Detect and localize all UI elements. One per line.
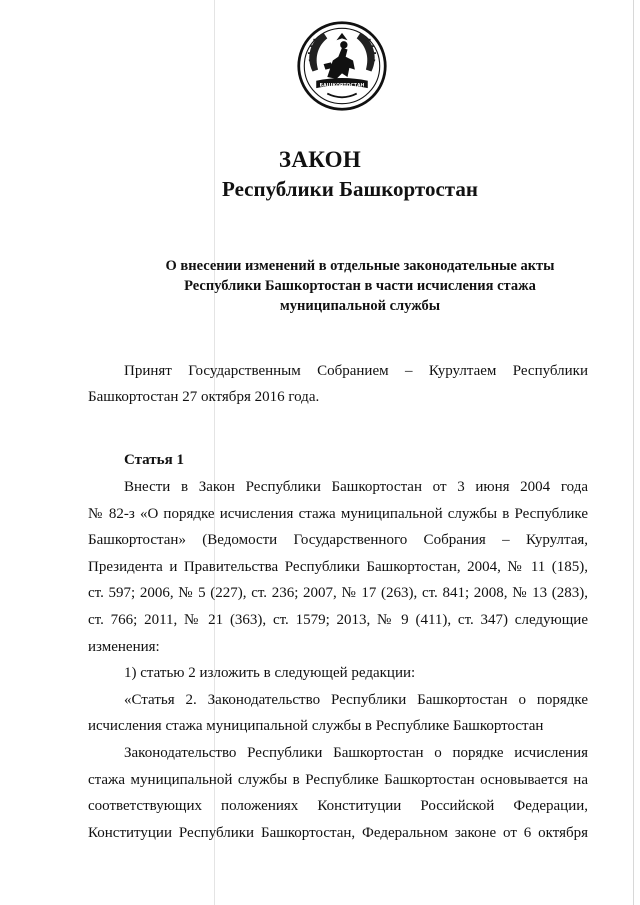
article-1-body: [88, 474, 588, 846]
svg-text:БАШКОРТОСТАН: БАШКОРТОСТАН: [319, 83, 365, 89]
article-line: Законодательство Республики Башкортостан о порядке исчисления: [124, 744, 588, 761]
law-title-subtitle: Республики Башкортостан: [222, 177, 478, 201]
coat-of-arms-icon: [296, 20, 388, 112]
article-line: Внести в Закон Республики Башкортостан от 3 июня 2004 года: [124, 479, 588, 495]
article-line: ст. 766; 2011, № 21 (363), ст. 1579; 2013, № 9 (411), ст. 347) следующие: [88, 611, 588, 628]
article-line: Башкортостан» (Ведомости Государственного Собрания – Курултая,: [88, 532, 588, 549]
adoption-line-1: Принят Государственным Собранием – Курултаем Республики: [124, 363, 588, 379]
article-line: 1) статью 2 изложить в следующей редакции:: [124, 665, 416, 682]
article-line: Президента и Правительства Республики Башкортостан, 2004, № 11 (185),: [88, 558, 588, 575]
subject-line-1: О внесении изменений в отдельные законодательные акты: [165, 258, 555, 274]
article-line: № 82-з «О порядке исчисления стажа муниципальной службы в Республике: [88, 505, 588, 522]
article-line: Конституции Республики Башкортостан, Федеральном законе от 6 октября: [88, 824, 588, 841]
adoption-line-2: Башкортостан 27 октября 2016 года.: [88, 389, 320, 405]
scan-edge-line: [633, 0, 634, 905]
subject-line-3: муниципальной службы: [279, 298, 441, 314]
article-1-heading: Статья 1: [124, 452, 184, 468]
article-line: «Статья 2. Законодательство Республики Башкортостан о порядке: [124, 691, 588, 708]
article-line: изменения:: [88, 638, 160, 655]
article-line: соответствующих положениях Конституции Российской Федерации,: [88, 798, 588, 815]
article-line: стажа муниципальной службы в Республике Башкортостан основывается на: [88, 771, 588, 788]
article-line: исчисления стажа муниципальной службы в Республике Башкортостан: [88, 718, 544, 735]
adoption-statement: [88, 358, 588, 410]
subject-line-2: Республики Башкортостан в части исчисления стажа: [184, 278, 536, 294]
law-subject-heading: [140, 256, 580, 316]
law-title: ЗАКОН: [278, 147, 362, 172]
article-line: ст. 597; 2006, № 5 (227), ст. 236; 2007, № 17 (263), ст. 841; 2008, № 13 (283),: [88, 585, 588, 602]
